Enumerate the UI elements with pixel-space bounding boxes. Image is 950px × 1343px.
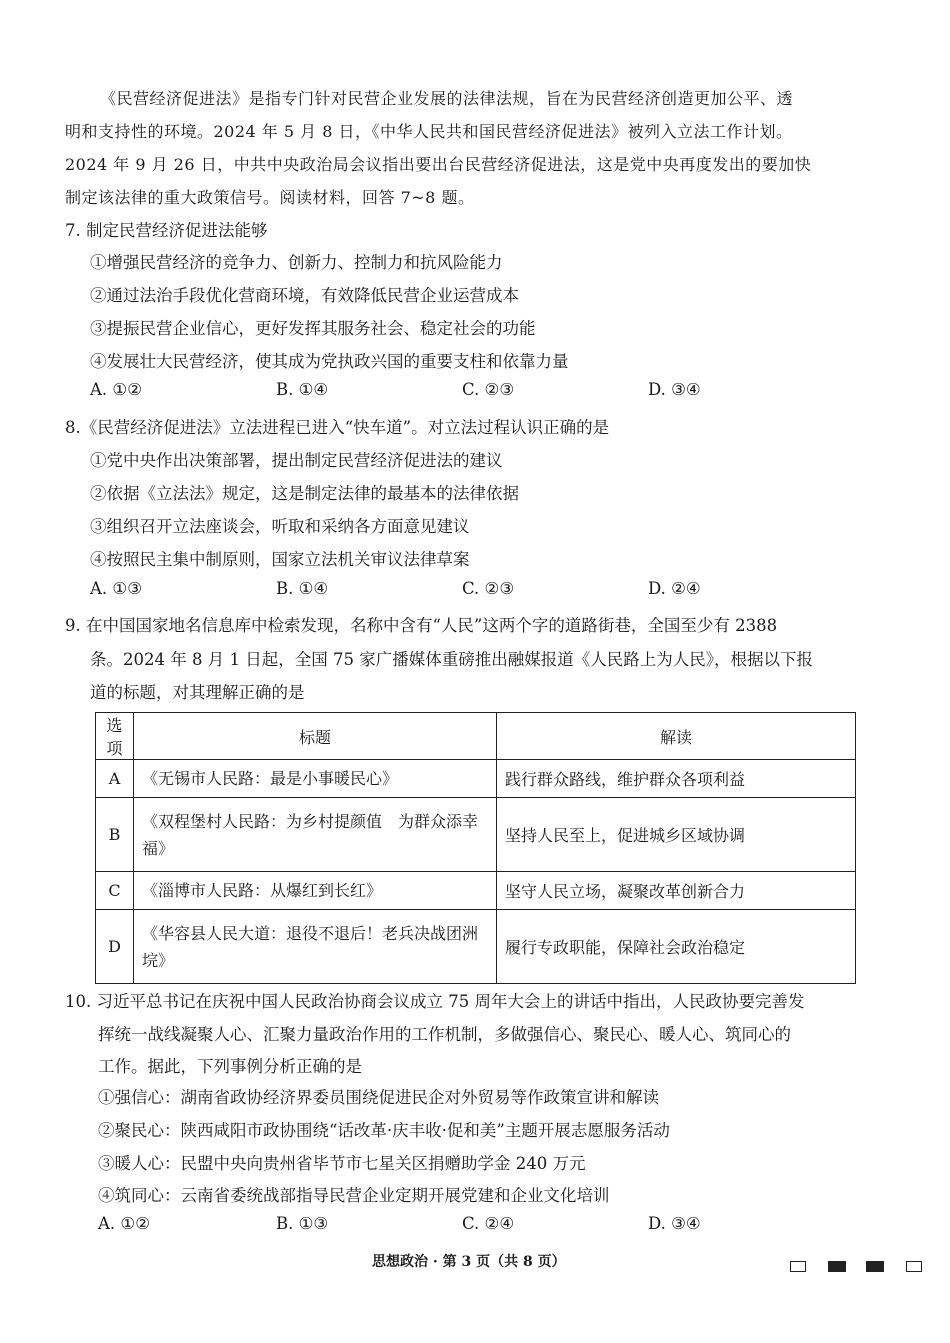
table-row xyxy=(96,910,856,984)
row-option: C xyxy=(96,872,134,910)
q8-option-b: B. ①④ xyxy=(276,579,329,598)
q10-option-d: D. ③④ xyxy=(648,1214,701,1233)
q7-item-3: ③提振民营企业信心，更好发挥其服务社会、稳定社会的功能 xyxy=(90,319,536,338)
q10-option-a: A. ①② xyxy=(98,1214,150,1233)
q10-option-c: C. ②④ xyxy=(462,1214,515,1233)
row-title: 《华容县人民大道：退役不退后！老兵决战团洲垸》 xyxy=(134,910,497,984)
q10-item-2: ②聚民心：陕西咸阳市政协围绕“话改革·庆丰收·促和美”主题开展志愿服务活动 xyxy=(98,1121,670,1140)
q7-item-1: ①增强民营经济的竞争力、创新力、控制力和抗风险能力 xyxy=(90,253,503,272)
q8-stem: 8.《民营经济促进法》立法进程已进入“快车道”。对立法过程认识正确的是 xyxy=(65,418,610,437)
table-header-row xyxy=(96,713,856,760)
q10-item-1: ①强信心：湖南省政协经济界委员围绕促进民企对外贸易等作政策宣讲和解读 xyxy=(98,1088,659,1107)
q10-option-b: B. ①③ xyxy=(276,1214,329,1233)
q8-option-c: C. ②③ xyxy=(462,579,515,598)
page-footer: 思想政治 · 第 3 页（共 8 页） xyxy=(372,1254,566,1270)
header-title: 标题 xyxy=(134,713,497,760)
q8-item-1: ①党中央作出决策部署，提出制定民营经济促进法的建议 xyxy=(90,451,503,470)
q8-item-4: ④按照民主集中制原则，国家立法机关审议法律草案 xyxy=(90,550,470,569)
row-option: B xyxy=(96,798,134,872)
table-row xyxy=(96,798,856,872)
q9-answer-table xyxy=(95,712,856,984)
header-option: 选项 xyxy=(96,713,134,760)
alignment-mark-filled xyxy=(828,1261,846,1272)
table-row xyxy=(96,760,856,798)
alignment-mark-filled xyxy=(866,1261,884,1272)
q10-stem-line-3: 工作。据此，下列事例分析正确的是 xyxy=(98,1057,362,1076)
row-reading: 坚守人民立场，凝聚改革创新合力 xyxy=(497,872,856,910)
q7-option-b: B. ①④ xyxy=(276,380,329,399)
table-row xyxy=(96,872,856,910)
q7-item-4: ④发展壮大民营经济，使其成为党执政兴国的重要支柱和依靠力量 xyxy=(90,352,569,371)
q8-option-a: A. ①③ xyxy=(90,579,142,598)
q9-stem-line-2: 条。2024 年 8 月 1 日起，全国 75 家广播媒体重磅推出融媒报道《人民路上为人民》，根据以下报 xyxy=(90,650,813,669)
q7-option-c: C. ②③ xyxy=(462,380,515,399)
row-title: 《淄博市人民路：从爆红到长红》 xyxy=(134,872,497,910)
row-title: 《无锡市人民路：最是小事暖民心》 xyxy=(134,760,497,798)
q7-item-2: ②通过法治手段优化营商环境，有效降低民营企业运营成本 xyxy=(90,286,519,305)
q9-stem-line-3: 道的标题，对其理解正确的是 xyxy=(90,683,305,702)
q10-item-3: ③暖人心：民盟中央向贵州省毕节市七星关区捐赠助学金 240 万元 xyxy=(98,1154,586,1173)
row-reading: 践行群众路线，维护群众各项利益 xyxy=(497,760,856,798)
q9-stem-line-1: 9. 在中国国家地名信息库中检索发现，名称中含有“人民”这两个字的道路街巷，全国至少有 2388 xyxy=(65,616,778,635)
q8-item-3: ③组织召开立法座谈会，听取和采纳各方面意见建议 xyxy=(90,517,470,536)
alignment-mark-hollow xyxy=(906,1261,922,1272)
q8-option-d: D. ②④ xyxy=(648,579,701,598)
alignment-mark-hollow xyxy=(790,1261,806,1272)
row-reading: 坚持人民至上，促进城乡区域协调 xyxy=(497,798,856,872)
q7-option-d: D. ③④ xyxy=(648,380,701,399)
q7-option-a: A. ①② xyxy=(90,380,142,399)
q10-stem-line-2: 挥统一战线凝聚人心、汇聚力量政治作用的工作机制，多做强信心、聚民心、暖人心、筑同心的 xyxy=(98,1025,791,1044)
intro-line-3: 2024 年 9 月 26 日，中共中央政治局会议指出要出台民营经济促进法，这是党中央再度发出的要加快 xyxy=(65,155,812,174)
intro-line-2: 明和支持性的环境。2024 年 5 月 8 日，《中华人民共和国民营经济促进法》被列入立法工作计划。 xyxy=(65,122,793,141)
q10-item-4: ④筑同心：云南省委统战部指导民营企业定期开展党建和企业文化培训 xyxy=(98,1186,610,1205)
q7-stem: 7. 制定民营经济促进法能够 xyxy=(65,221,268,240)
header-reading: 解读 xyxy=(497,713,856,760)
intro-line-1: 《民营经济促进法》是指专门针对民营企业发展的法律法规，旨在为民营经济创造更加公平、透 xyxy=(100,89,794,108)
row-title: 《双程堡村人民路：为乡村提颜值 为群众添幸福》 xyxy=(134,798,497,872)
intro-line-4: 制定该法律的重大政策信号。阅读材料，回答 7~8 题。 xyxy=(65,188,475,207)
row-option: A xyxy=(96,760,134,798)
q8-item-2: ②依据《立法法》规定，这是制定法律的最基本的法律依据 xyxy=(90,484,519,503)
row-reading: 履行专政职能，保障社会政治稳定 xyxy=(497,910,856,984)
row-option: D xyxy=(96,910,134,984)
q10-stem-line-1: 10. 习近平总书记在庆祝中国人民政治协商会议成立 75 周年大会上的讲话中指出，人民政协要完善发 xyxy=(65,992,805,1011)
